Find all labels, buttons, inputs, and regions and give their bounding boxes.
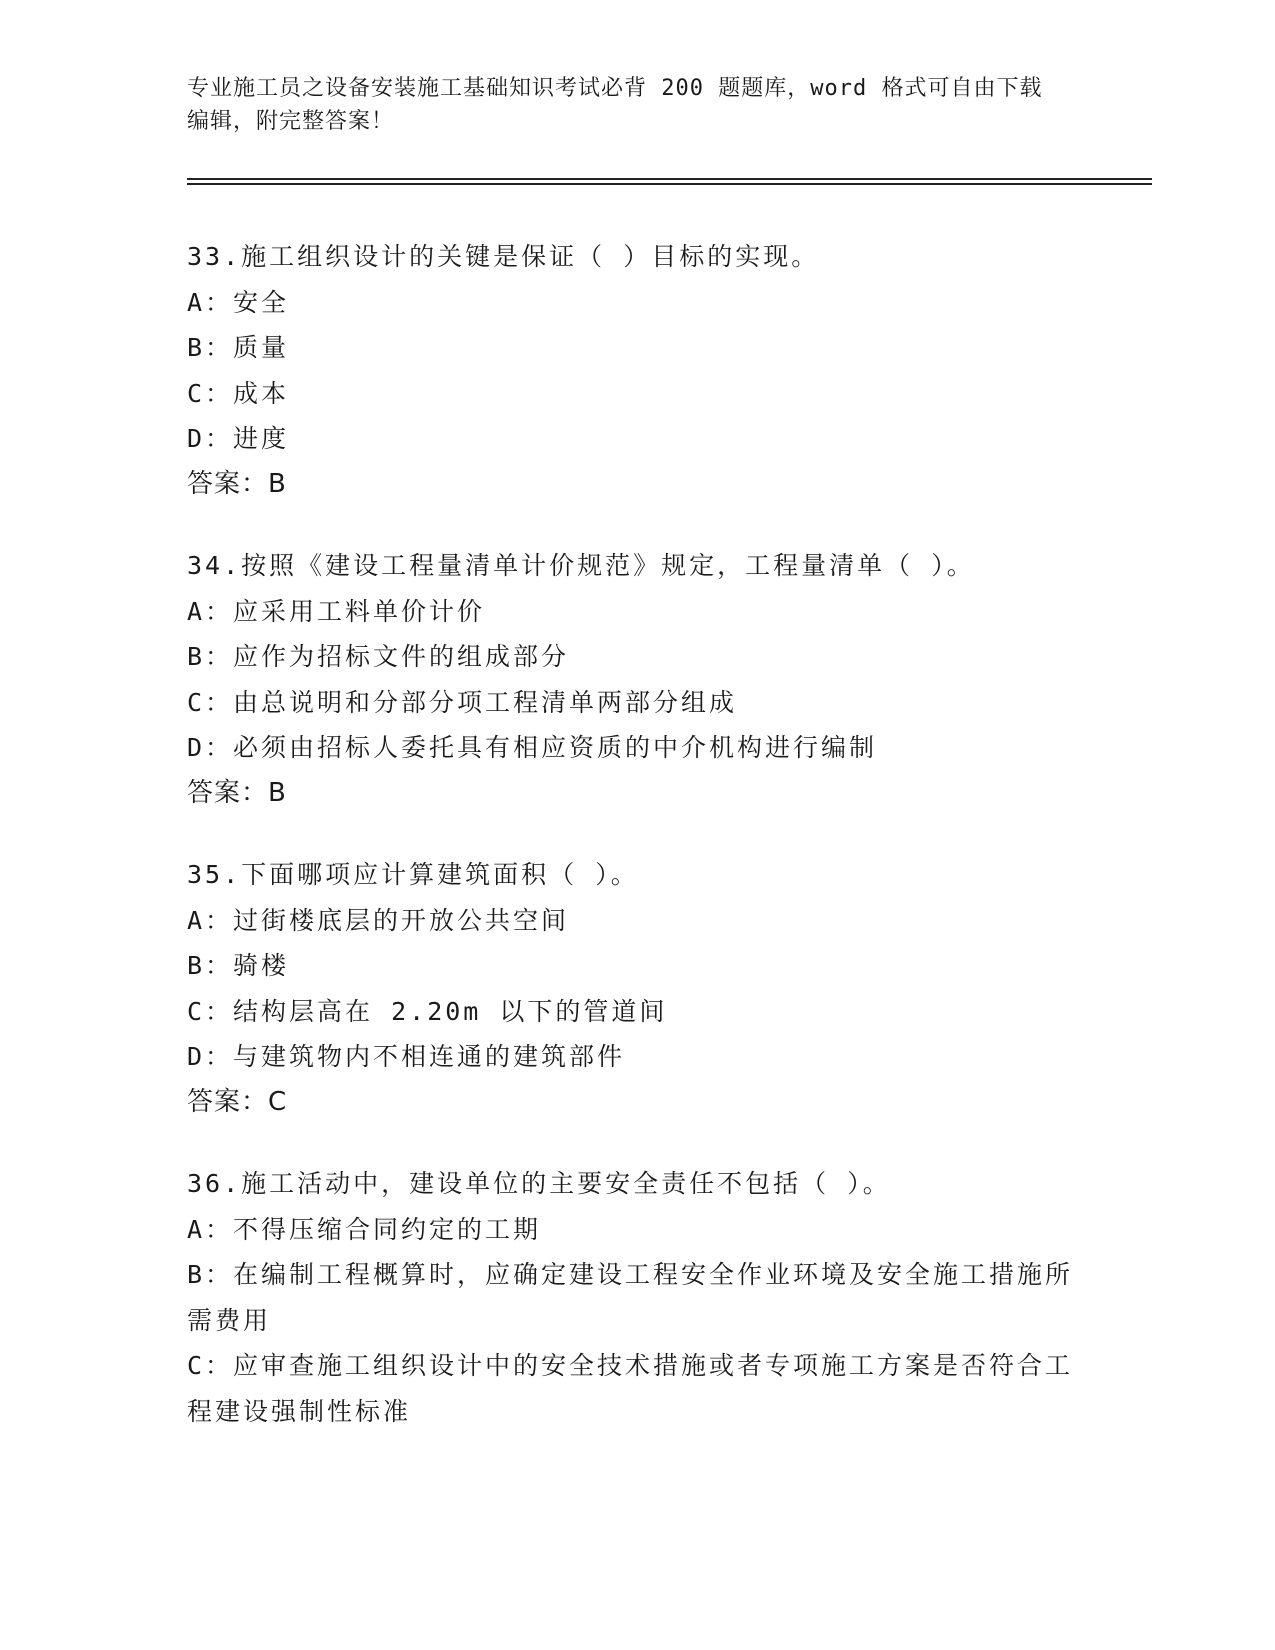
- question-34: [187, 543, 1087, 816]
- option-b: B：骑楼: [187, 951, 290, 980]
- header-divider-bottom: [187, 183, 1152, 185]
- option-b: B：质量: [187, 333, 290, 362]
- question-stem: 35.下面哪项应计算建筑面积（ ）。: [187, 860, 639, 889]
- question-33: [187, 234, 1087, 507]
- answer-line: 答案：B: [187, 777, 287, 808]
- option-d: D：必须由招标人委托具有相应资质的中介机构进行编制: [187, 733, 878, 762]
- option-a: A：不得压缩合同约定的工期: [187, 1214, 542, 1244]
- question-35: [187, 852, 1087, 1125]
- question-list: [187, 234, 1087, 1470]
- header-divider-top: [187, 178, 1152, 180]
- question-stem: 33.施工组织设计的关键是保证（ ）目标的实现。: [187, 242, 820, 271]
- option-b: B：在编制工程概算时，应确定建设工程安全作业环境及安全施工措施所需费用: [187, 1260, 1074, 1335]
- header-line-2: 编辑，附完整答案！: [187, 109, 395, 134]
- option-d: D：进度: [187, 424, 290, 453]
- option-a: A：应采用工料单价计价: [187, 596, 486, 626]
- option-d: D：与建筑物内不相连通的建筑部件: [187, 1042, 626, 1071]
- option-a: A：安全: [187, 287, 290, 317]
- header-line-1: 专业施工员之设备安装施工基础知识考试必背 200 题题库，word 格式可自由下载: [187, 76, 1043, 101]
- option-c: C：结构层高在 2.20m 以下的管道间: [187, 996, 668, 1026]
- answer-line: 答案：B: [187, 468, 287, 499]
- option-c: C：由总说明和分部分项工程清单两部分组成: [187, 687, 738, 717]
- question-36: [187, 1161, 1087, 1434]
- question-stem: 34.按照《建设工程量清单计价规范》规定，工程量清单（ ）。: [187, 551, 975, 580]
- option-c: C：成本: [187, 378, 290, 408]
- question-stem: 36.施工活动中，建设单位的主要安全责任不包括（ ）。: [187, 1169, 891, 1198]
- option-b: B：应作为招标文件的组成部分: [187, 642, 570, 671]
- document-header: [187, 72, 1067, 138]
- answer-line: 答案：C: [187, 1086, 288, 1117]
- option-a: A：过街楼底层的开放公共空间: [187, 905, 570, 935]
- option-c: C：应审查施工组织设计中的安全技术措施或者专项施工方案是否符合工程建设强制性标准: [187, 1351, 1074, 1426]
